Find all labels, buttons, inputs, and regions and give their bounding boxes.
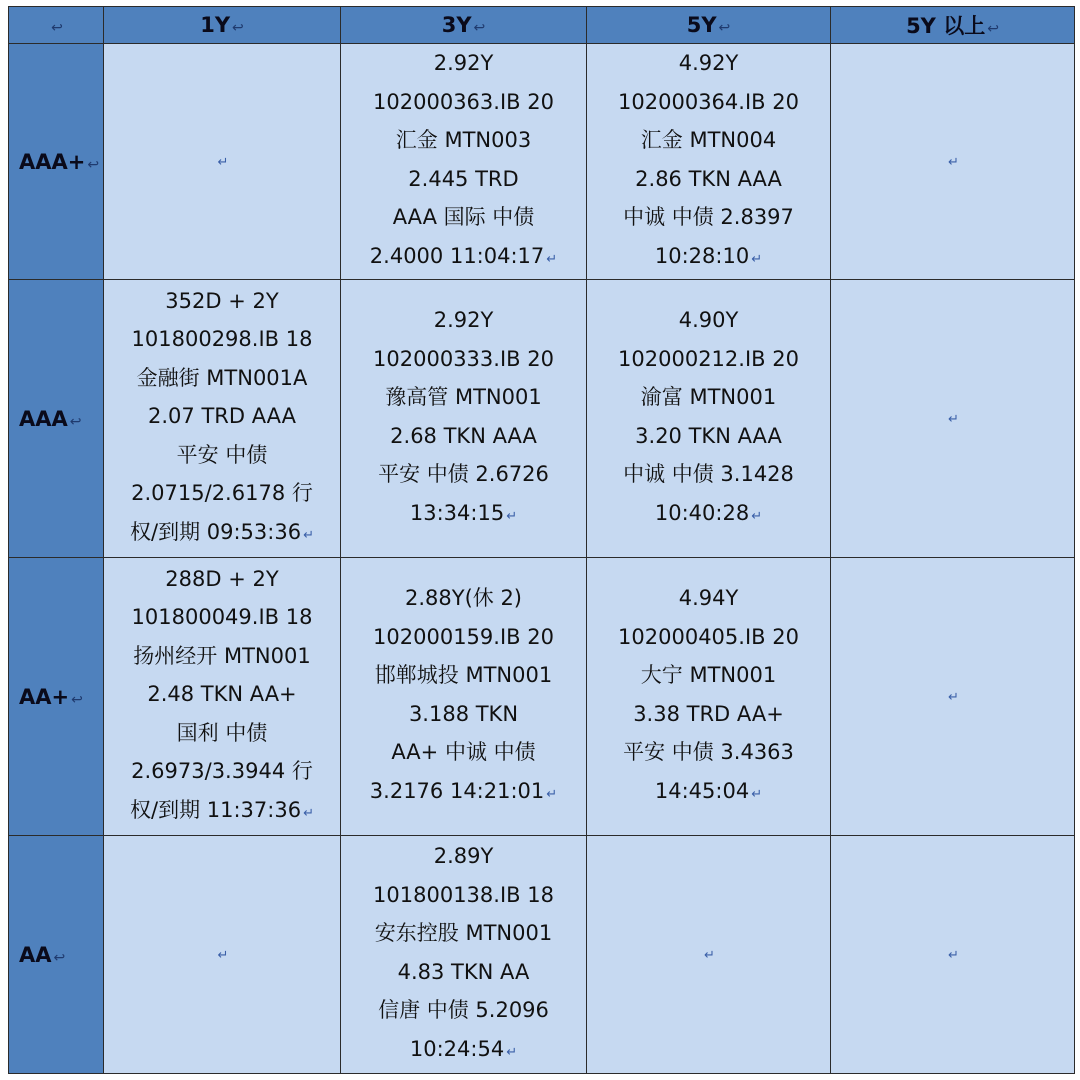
paragraph-mark-icon: ↵: [303, 527, 314, 543]
quote-line: 102000363.IB 20: [373, 89, 554, 114]
quote-line: 平安 中债 2.6726: [378, 462, 549, 486]
row-header: AAA+ ↩: [9, 44, 104, 280]
col-header-5y-plus: 5Y 以上 ↩: [831, 7, 1075, 44]
quote-line: 2.48 TKN AA+: [147, 682, 297, 707]
quote-line: 4.94Y: [678, 586, 739, 610]
quote-line: 平安 中债 3.4363: [623, 740, 794, 764]
quote-line: 2.6973/3.3944 行: [131, 759, 313, 784]
row-header: AAA ↩: [9, 280, 104, 558]
quote-line: 3.20 TKN AAA: [635, 423, 782, 448]
quote-line: 渝富 MTN001: [640, 385, 777, 409]
paragraph-mark-icon: ↵: [546, 786, 558, 802]
quote-line: 国利 中债: [176, 720, 268, 745]
return-mark-icon: ↩: [987, 21, 999, 37]
quote-line: 中诚 中债 2.8397: [623, 205, 794, 229]
quote-line: 102000159.IB 20: [373, 624, 554, 649]
paragraph-mark-icon: ↵: [948, 155, 959, 171]
paragraph-mark-icon: ↵: [303, 805, 314, 821]
quote-line: 102000405.IB 20: [618, 624, 799, 649]
quote-line: 金融街 MTN001A: [136, 365, 308, 390]
col-header-3y: 3Y ↩: [341, 7, 587, 44]
quote-line: 14:45:04 ↵: [654, 778, 763, 803]
quote-cell-5y: [587, 558, 831, 836]
quote-line: 101800049.IB 18: [131, 605, 313, 630]
quote-line: 2.07 TRD AAA: [148, 404, 296, 429]
quote-line: 3.38 TRD AA+: [633, 701, 784, 726]
quote-line: 3.188 TKN: [408, 701, 519, 726]
quote-line: 2.445 TRD: [408, 166, 519, 191]
quote-line: 288D + 2Y: [165, 566, 279, 591]
quote-line: 4.90Y: [678, 308, 739, 332]
quote-line: 权/到期 09:53:36 ↵: [130, 519, 314, 544]
quote-line: 安东控股 MTN001: [374, 921, 553, 945]
return-mark-icon: ↩: [87, 156, 100, 173]
return-mark-icon: ↩: [51, 20, 63, 36]
quote-line: 10:40:28 ↵: [654, 500, 763, 525]
col-header-5y: 5Y ↩: [587, 7, 831, 44]
paragraph-mark-icon: ↵: [217, 155, 229, 171]
quote-line: AAA 国际 中债: [392, 205, 535, 229]
quote-line: 汇金 MTN004: [640, 128, 777, 152]
paragraph-mark-icon: ↵: [704, 948, 715, 964]
quote-cell-1y: [104, 836, 341, 1074]
quote-cell-3y: [341, 280, 587, 558]
quote-cell-5y-plus: [831, 558, 1075, 836]
paragraph-mark-icon: ↵: [506, 508, 518, 524]
quote-cell-1y: [104, 44, 341, 280]
quote-line: 汇金 MTN003: [395, 128, 532, 152]
return-mark-icon: ↩: [718, 20, 731, 36]
quote-line: 信唐 中债 5.2096: [378, 998, 549, 1022]
quote-line: 101800298.IB 18: [131, 327, 313, 352]
corner-header: [9, 7, 104, 44]
row-header: AA+ ↩: [9, 558, 104, 836]
quote-cell-5y: [587, 836, 831, 1074]
paragraph-mark-icon: ↵: [948, 948, 959, 964]
paragraph-mark-icon: ↵: [948, 412, 959, 428]
quote-line: 4.92Y: [678, 51, 739, 75]
quote-cell-5y-plus: [831, 44, 1075, 280]
quote-line: 权/到期 11:37:36 ↵: [130, 797, 314, 822]
table-row: [9, 44, 1075, 280]
quote-line: 102000333.IB 20: [373, 346, 554, 371]
return-mark-icon: ↩: [53, 949, 66, 966]
paragraph-mark-icon: ↵: [506, 1044, 518, 1060]
return-mark-icon: ↩: [232, 20, 244, 36]
quote-line: 邯郸城投 MTN001: [374, 663, 553, 687]
quote-line: 10:28:10 ↵: [654, 243, 763, 268]
quote-cell-1y: [104, 558, 341, 836]
quote-line: 3.2176 14:21:01 ↵: [369, 778, 558, 803]
quote-line: 102000212.IB 20: [618, 346, 799, 371]
table-row: [9, 280, 1075, 558]
row-header: AA ↩: [9, 836, 104, 1074]
quote-line: 平安 中债: [176, 442, 268, 467]
quote-line: 2.4000 11:04:17 ↵: [369, 243, 558, 268]
table-row: [9, 836, 1075, 1074]
quote-cell-3y: [341, 836, 587, 1074]
quote-line: 2.88Y(休 2): [404, 586, 522, 610]
quote-line: 大宁 MTN001: [640, 663, 777, 687]
quote-line: 豫高管 MTN001: [385, 385, 542, 409]
return-mark-icon: ↩: [71, 691, 83, 708]
quote-line: 中诚 中债 3.1428: [623, 462, 794, 486]
quote-cell-1y: [104, 280, 341, 558]
quote-line: 352D + 2Y: [165, 288, 279, 313]
header-row: [9, 7, 1075, 44]
quote-cell-5y: [587, 44, 831, 280]
quote-line: 101800138.IB 18: [373, 882, 554, 907]
quote-cell-5y-plus: [831, 280, 1075, 558]
quote-line: 扬州经开 MTN001: [133, 643, 311, 668]
paragraph-mark-icon: ↵: [751, 508, 763, 524]
quote-line: 4.83 TKN AA: [397, 959, 530, 984]
quote-line: 2.68 TKN AAA: [390, 423, 537, 448]
quote-line: 2.89Y: [433, 844, 494, 868]
col-header-1y: 1Y ↩: [104, 7, 341, 44]
paragraph-mark-icon: ↵: [751, 786, 763, 802]
quote-line: 2.92Y: [433, 51, 494, 75]
quote-line: 2.86 TKN AAA: [635, 166, 782, 191]
quote-line: 102000364.IB 20: [618, 89, 799, 114]
quote-cell-3y: [341, 558, 587, 836]
return-mark-icon: ↩: [473, 20, 486, 36]
quote-cell-3y: [341, 44, 587, 280]
quote-cell-5y-plus: [831, 836, 1075, 1074]
paragraph-mark-icon: ↵: [948, 690, 959, 706]
quote-line: 13:34:15 ↵: [409, 500, 518, 525]
paragraph-mark-icon: ↵: [546, 251, 558, 267]
paragraph-mark-icon: ↵: [751, 251, 763, 267]
quote-cell-5y: [587, 280, 831, 558]
paragraph-mark-icon: ↵: [217, 948, 229, 964]
quote-line: 10:24:54 ↵: [409, 1036, 518, 1061]
bond-quote-table: [8, 6, 1075, 1074]
quote-line: 2.0715/2.6178 行: [131, 481, 313, 506]
return-mark-icon: ↩: [69, 413, 82, 430]
table-row: [9, 558, 1075, 836]
quote-line: 2.92Y: [433, 308, 494, 332]
quote-line: AA+ 中诚 中债: [391, 740, 536, 764]
